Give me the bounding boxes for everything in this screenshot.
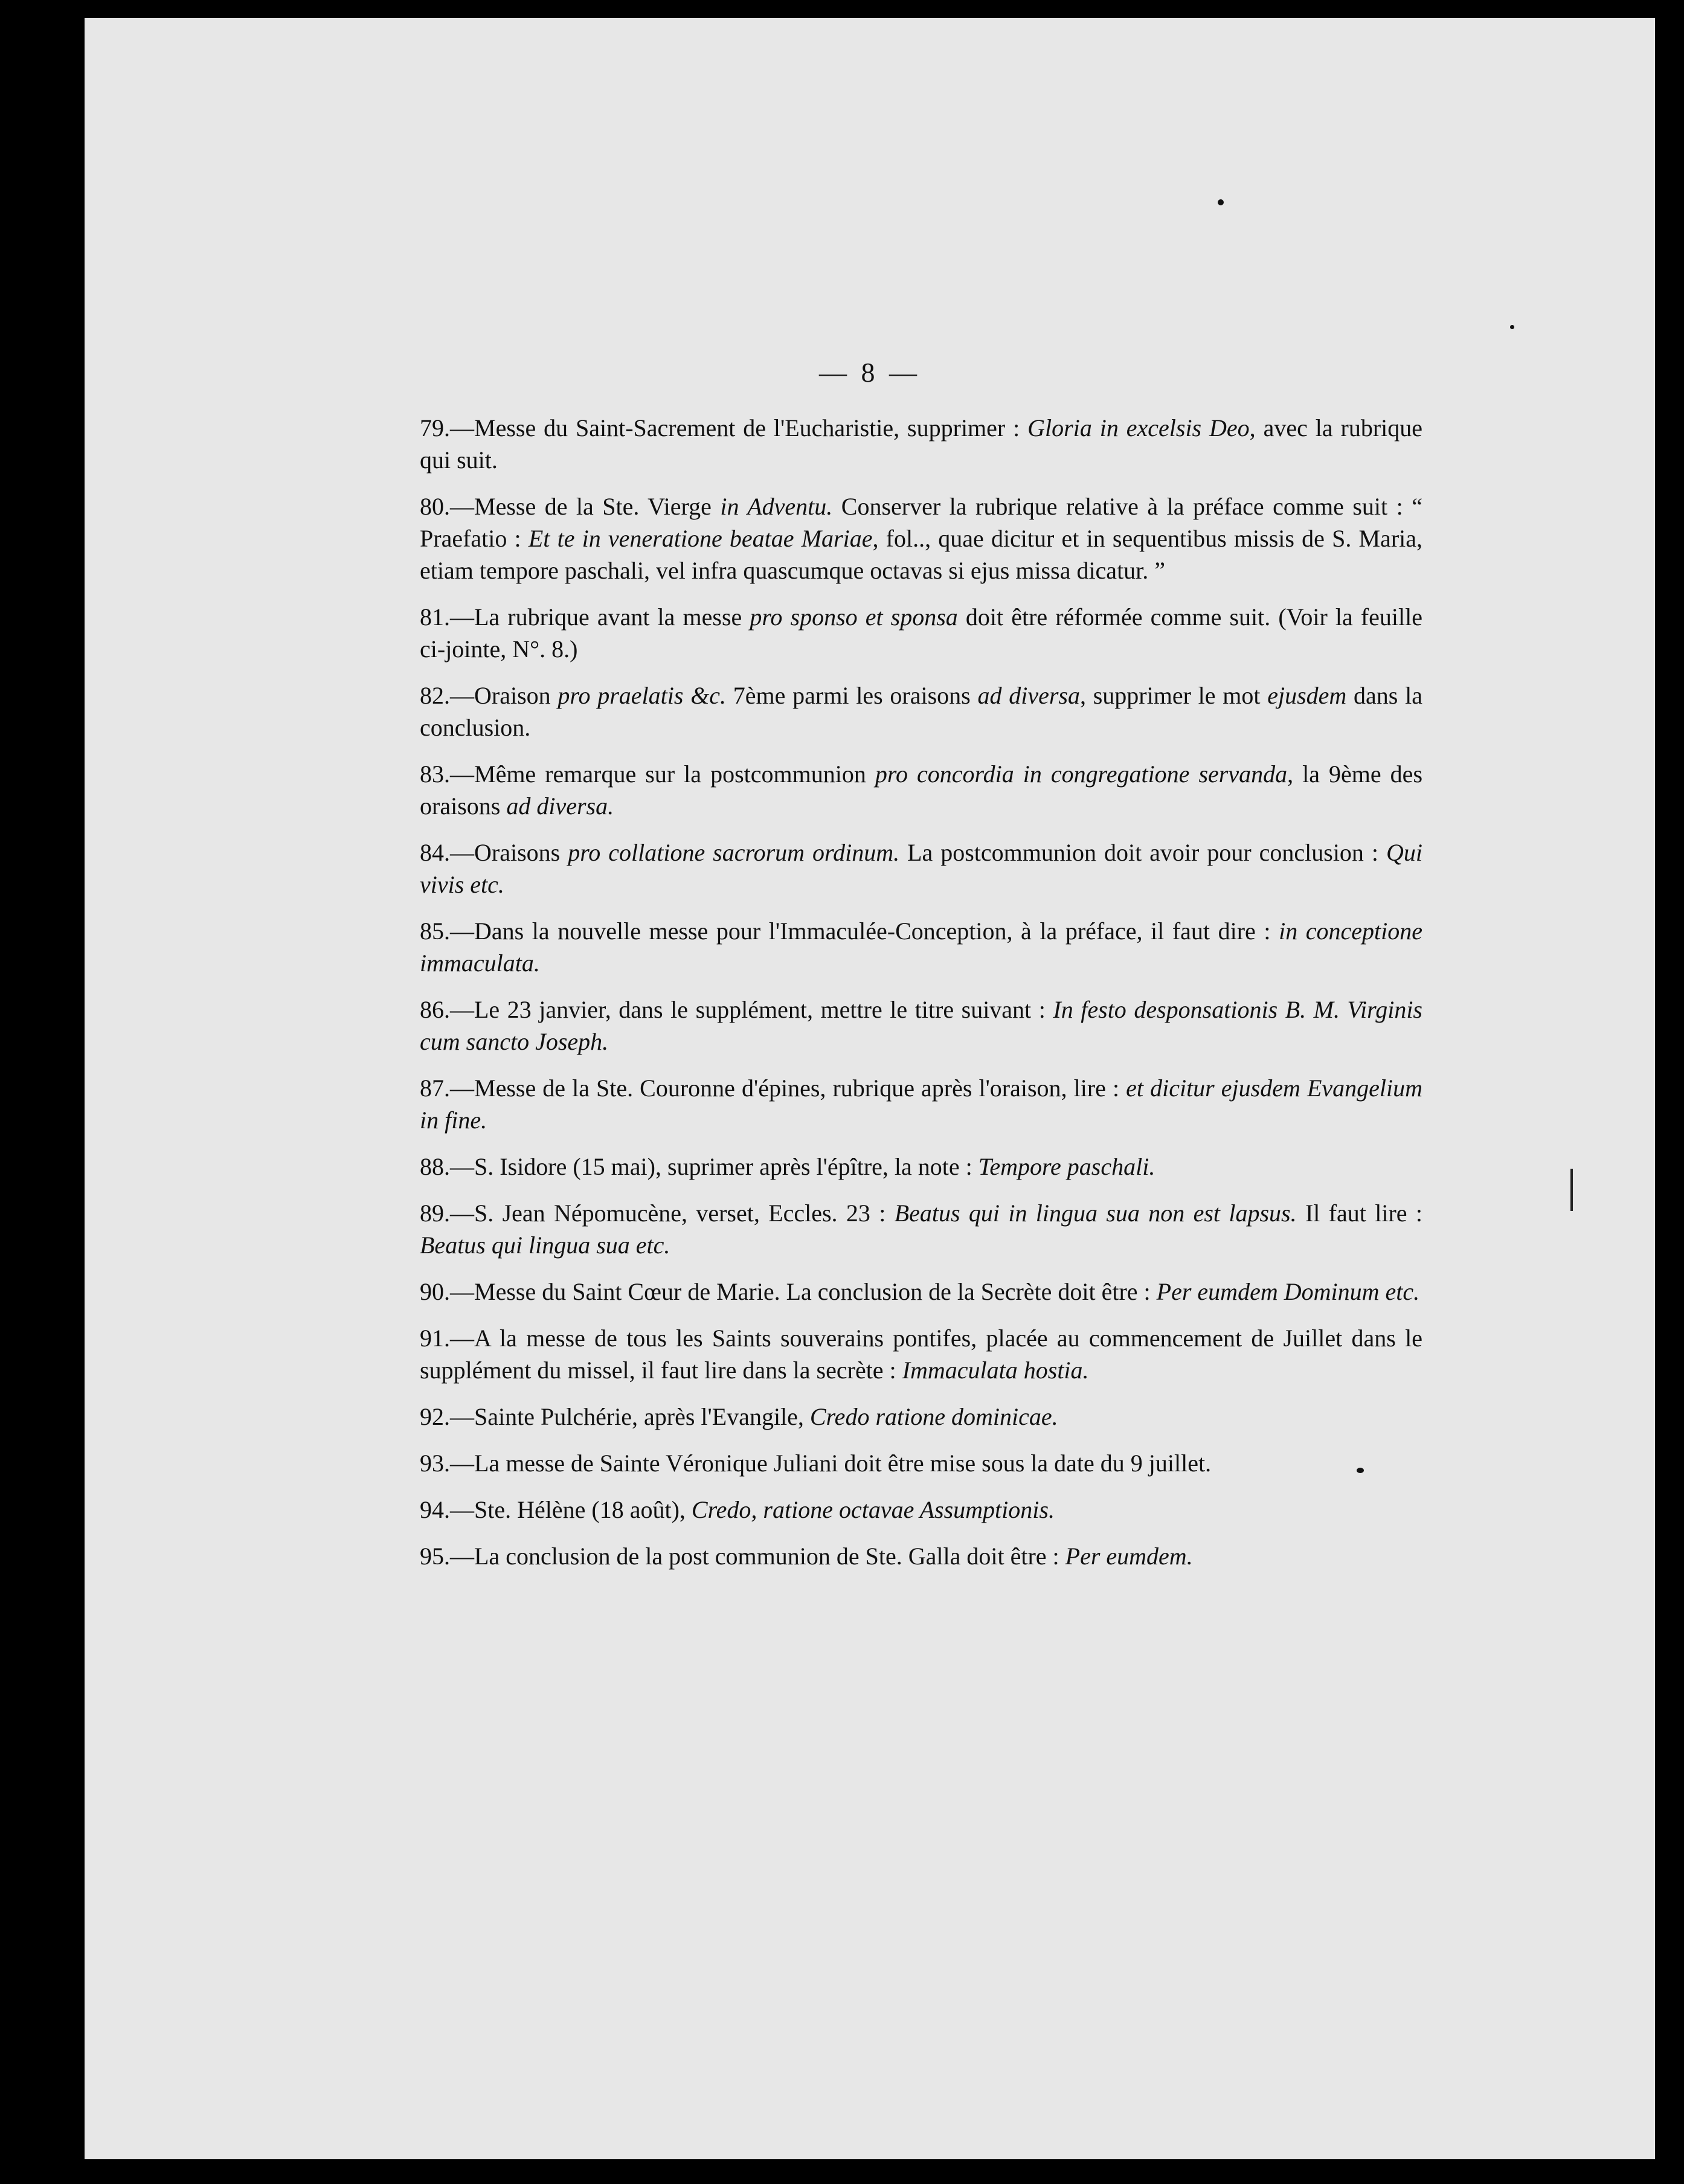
entry-number: 80. bbox=[420, 493, 450, 520]
entry-number: 84. bbox=[420, 839, 450, 866]
correction-entry bbox=[420, 490, 1422, 586]
entry-latin-text: ejusdem bbox=[1267, 682, 1347, 709]
correction-entry bbox=[420, 915, 1422, 979]
entry-number: 90. bbox=[420, 1278, 450, 1305]
entry-latin-text: pro praelatis &c. bbox=[558, 682, 727, 709]
entry-number: 79. bbox=[420, 414, 450, 442]
correction-entry bbox=[420, 679, 1422, 744]
entry-text: —Dans la nouvelle messe pour l'Immaculée-Conception, à la préface, il faut dire : bbox=[450, 917, 1279, 945]
entry-text: doit être réformée comme suit. (Voir la feuille ci-jointe, N°. 8.) bbox=[420, 603, 1423, 663]
entry-number: 81. bbox=[420, 603, 450, 631]
entry-latin-text: Credo ratione dominicae. bbox=[809, 1403, 1058, 1430]
correction-entry bbox=[420, 1540, 1422, 1572]
entry-latin-text: Qui vivis etc. bbox=[420, 839, 1422, 898]
entry-text: Conserver la rubrique relative à la préface comme suit : “ Praefatio : bbox=[420, 493, 1422, 552]
correction-entry bbox=[420, 1151, 1422, 1183]
correction-entry bbox=[420, 994, 1422, 1058]
correction-entry bbox=[420, 412, 1422, 476]
entry-number: 94. bbox=[420, 1496, 450, 1523]
entry-number: 92. bbox=[420, 1403, 450, 1430]
entry-number: 86. bbox=[420, 996, 450, 1023]
correction-entry bbox=[420, 1072, 1422, 1136]
entry-number: 85. bbox=[420, 917, 450, 945]
entry-text: —La conclusion de la post communion de Ste. Galla doit être : bbox=[450, 1543, 1065, 1570]
entry-latin-text: ad diversa bbox=[977, 682, 1080, 709]
entry-latin-text: et dicitur ejusdem Evangelium in fine. bbox=[420, 1074, 1422, 1134]
entry-text: —Messe de la Ste. Couronne d'épines, rubrique après l'oraison, lire : bbox=[450, 1074, 1126, 1102]
entry-text: Il faut lire : bbox=[1296, 1200, 1422, 1227]
entry-latin-text: Beatus qui lingua sua etc. bbox=[420, 1232, 670, 1259]
entry-text: —La rubrique avant la messe bbox=[450, 603, 750, 631]
correction-entry bbox=[420, 837, 1422, 901]
entry-text: —S. Jean Népomucène, verset, Eccles. 23 : bbox=[450, 1200, 895, 1227]
entry-text: —Ste. Hélène (18 août), bbox=[450, 1496, 692, 1523]
entry-latin-text: Beatus qui in lingua sua non est lapsus. bbox=[894, 1200, 1297, 1227]
scan-speck bbox=[1510, 325, 1514, 329]
entry-text: —Oraisons bbox=[450, 839, 568, 866]
correction-entry bbox=[420, 1322, 1422, 1386]
margin-mark bbox=[1570, 1169, 1573, 1211]
entry-latin-text: in Adventu. bbox=[720, 493, 833, 520]
correction-entry bbox=[420, 758, 1422, 822]
entry-latin-text: Tempore paschali. bbox=[978, 1153, 1155, 1180]
entry-number: 82. bbox=[420, 682, 450, 709]
entry-text: , la 9ème des oraisons bbox=[420, 760, 1423, 820]
entry-text: —Messe du Saint-Sacrement de l'Eucharistie, supprimer : bbox=[450, 414, 1028, 442]
entry-text: —A la messe de tous les Saints souverains pontifes, placée au commencement de Juillet dans le supplément du missel, il faut lire dans la secrète : bbox=[420, 1325, 1422, 1384]
entry-text: —La messe de Sainte Véronique Juliani doit être mise sous la date du 9 juillet. bbox=[450, 1450, 1212, 1477]
entry-number: 83. bbox=[420, 760, 450, 788]
entry-text: —S. Isidore (15 mai), suprimer après l'épître, la note : bbox=[450, 1153, 979, 1180]
entry-text: , avec la rubrique qui suit. bbox=[420, 414, 1423, 474]
correction-entry bbox=[420, 1276, 1422, 1308]
entry-text: 7ème parmi les oraisons bbox=[726, 682, 978, 709]
entry-number: 93. bbox=[420, 1450, 450, 1477]
entry-number: 87. bbox=[420, 1074, 450, 1102]
correction-entry bbox=[420, 1494, 1422, 1526]
entry-text: —Sainte Pulchérie, après l'Evangile, bbox=[450, 1403, 810, 1430]
entry-number: 89. bbox=[420, 1200, 450, 1227]
correction-entry bbox=[420, 1447, 1422, 1479]
entry-text: —Oraison bbox=[450, 682, 558, 709]
entry-text: —Messe du Saint Cœur de Marie. La conclusion de la Secrète doit être : bbox=[450, 1278, 1157, 1305]
entry-latin-text: ad diversa. bbox=[506, 792, 614, 820]
correction-entry bbox=[420, 1197, 1422, 1261]
entry-latin-text: in conceptione immaculata. bbox=[420, 917, 1423, 977]
entry-text: dans la conclusion. bbox=[420, 682, 1422, 741]
entry-text: —Le 23 janvier, dans le supplément, mettre le titre suivant : bbox=[450, 996, 1053, 1023]
entry-latin-text: Per eumdem. bbox=[1065, 1543, 1193, 1570]
entry-latin-text: Credo, ratione octavae Assumptionis. bbox=[691, 1496, 1055, 1523]
entry-text: , fol.., quae dicitur et in sequentibus missis de S. Maria, etiam tempore paschali, vel infra quascumque octavas si ejus missa dicatur. ” bbox=[420, 525, 1423, 584]
correction-entry bbox=[420, 1401, 1422, 1433]
entry-text: —Même remarque sur la postcommunion bbox=[450, 760, 875, 788]
entry-text: La postcommunion doit avoir pour conclusion : bbox=[899, 839, 1386, 866]
entry-latin-text: pro concordia in congregatione servanda bbox=[875, 760, 1288, 788]
entry-latin-text: Et te in veneratione beatae Mariae bbox=[528, 525, 873, 552]
entry-number: 91. bbox=[420, 1325, 450, 1352]
entry-latin-text: Per eumdem Dominum etc. bbox=[1156, 1278, 1420, 1305]
entry-latin-text: Immaculata hostia. bbox=[902, 1357, 1089, 1384]
entry-latin-text: pro sponso et sponsa bbox=[750, 603, 958, 631]
page-number: — 8 — bbox=[819, 357, 921, 388]
entry-latin-text: pro collatione sacrorum ordinum. bbox=[568, 839, 900, 866]
document-page bbox=[85, 18, 1655, 2159]
correction-entry bbox=[420, 601, 1422, 665]
corrections-list bbox=[420, 412, 1422, 1587]
scan-speck bbox=[1357, 1468, 1364, 1473]
entry-text: , supprimer le mot bbox=[1079, 682, 1268, 709]
entry-number: 95. bbox=[420, 1543, 450, 1570]
scan-speck bbox=[1218, 199, 1224, 205]
entry-latin-text: Gloria in excelsis Deo bbox=[1027, 414, 1250, 442]
entry-number: 88. bbox=[420, 1153, 450, 1180]
entry-latin-text: In festo desponsationis B. M. Virginis cum sancto Joseph. bbox=[420, 996, 1422, 1055]
entry-text: —Messe de la Ste. Vierge bbox=[450, 493, 721, 520]
